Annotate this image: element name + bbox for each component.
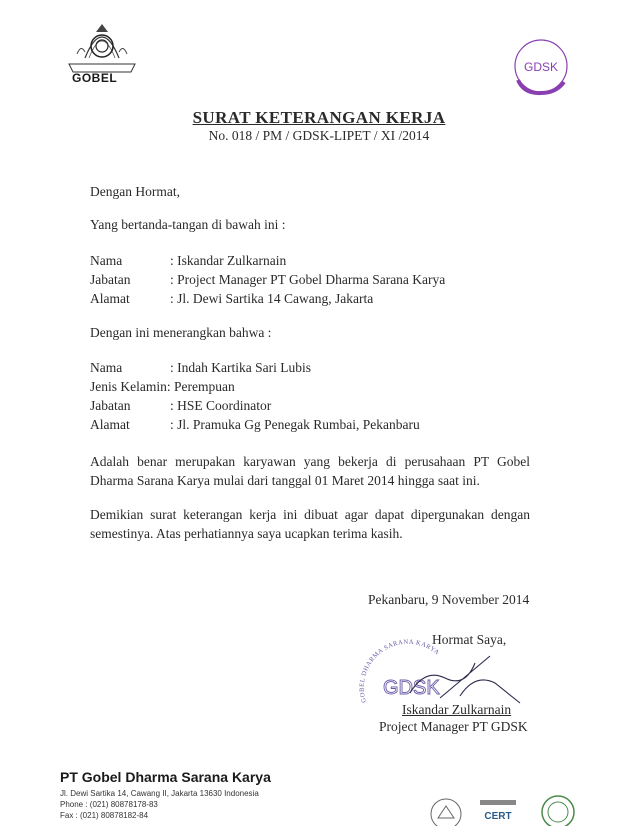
employee-position-label: Jabatan xyxy=(90,398,131,413)
footer-phone: Phone : (021) 80878178-83 xyxy=(60,800,158,809)
employee-name-label: Nama xyxy=(90,360,123,375)
closing-paragraph: Demikian surat keterangan kerja ini dibuat agar dapat dipergunakan dengan semestinya. Atas perhatiannya saya ucapkan terima kasih. xyxy=(90,507,530,541)
employee-position-value: : HSE Coordinator xyxy=(170,398,272,413)
employee-address-value: : Jl. Pramuka Gg Penegak Rumbai, Pekanbaru xyxy=(170,417,420,432)
statement-text: Dengan ini menerangkan bahwa : xyxy=(90,325,272,340)
certification-seal-icon xyxy=(428,792,464,826)
gdsk-logo-text: GDSK xyxy=(523,60,559,74)
signer-address-value: : Jl. Dewi Sartika 14 Cawang, Jakarta xyxy=(170,291,374,306)
signer-name-value: : Iskandar Zulkarnain xyxy=(170,253,287,268)
greeting: Dengan Hormat, xyxy=(90,184,180,199)
footer-company-name: PT Gobel Dharma Sarana Karya xyxy=(60,769,271,785)
signer-position-value: : Project Manager PT Gobel Dharma Sarana Karya xyxy=(170,272,446,287)
employee-row-name xyxy=(90,360,311,379)
closing-salutation: Hormat Saya, xyxy=(432,632,507,647)
employee-gender-value: : Perempuan xyxy=(166,379,235,394)
signer-position-label: Jabatan xyxy=(90,272,131,287)
signature-icon xyxy=(405,648,525,708)
letter-title: SURAT KETERANGAN KERJA xyxy=(192,108,446,127)
signer-name-label: Nama xyxy=(90,253,123,268)
stamp-text: GOBEL DHARMA SARANA KARYA xyxy=(358,638,441,704)
signer-title: Project Manager PT GDSK xyxy=(379,719,528,734)
employee-name-value: : Indah Kartika Sari Lubis xyxy=(170,360,311,375)
signer-row-name xyxy=(90,253,286,272)
employment-paragraph: Adalah benar merupakan karyawan yang bekerja di perusahaan PT Gobel Dharma Sarana Karya mulai dari tanggal 01 Maret 2014 hingga saat ini. xyxy=(90,454,530,488)
place-date: Pekanbaru, 9 November 2014 xyxy=(368,592,530,607)
handwritten-signature xyxy=(405,648,525,708)
gobel-logo-text: GOBEL xyxy=(72,71,118,85)
signer-name: Iskandar Zulkarnain xyxy=(402,702,512,717)
signer-row-address xyxy=(90,291,373,310)
cert-badge-three xyxy=(538,792,578,826)
cert-logo-icon xyxy=(474,792,522,826)
halal-seal-icon xyxy=(538,792,578,826)
gobel-logo xyxy=(55,14,150,86)
signer-address-label: Alamat xyxy=(90,291,130,306)
cert-badge-two xyxy=(474,792,522,826)
footer-address: Jl. Dewi Sartika 14, Cawang II, Jakarta 13630 Indonesia xyxy=(60,789,259,798)
gdsk-logo xyxy=(510,36,572,96)
signer-row-position xyxy=(90,272,445,291)
employee-address-label: Alamat xyxy=(90,417,130,432)
employee-row-position xyxy=(90,398,271,417)
document-number: No. 018 / PM / GDSK-LIPET / XI /2014 xyxy=(208,128,430,143)
footer-fax: Fax : (021) 80878182-84 xyxy=(60,811,149,820)
intro-text: Yang bertanda-tangan di bawah ini : xyxy=(90,217,286,232)
cert-badge-one xyxy=(428,792,464,826)
employee-row-gender xyxy=(90,379,235,398)
employee-row-address xyxy=(90,417,420,436)
cert-label: CERT xyxy=(484,811,512,822)
gdsk-logo-icon xyxy=(510,36,572,96)
employee-gender-label: Jenis Kelamin xyxy=(90,379,167,394)
stamp-logo-text: GDSK xyxy=(383,677,440,699)
